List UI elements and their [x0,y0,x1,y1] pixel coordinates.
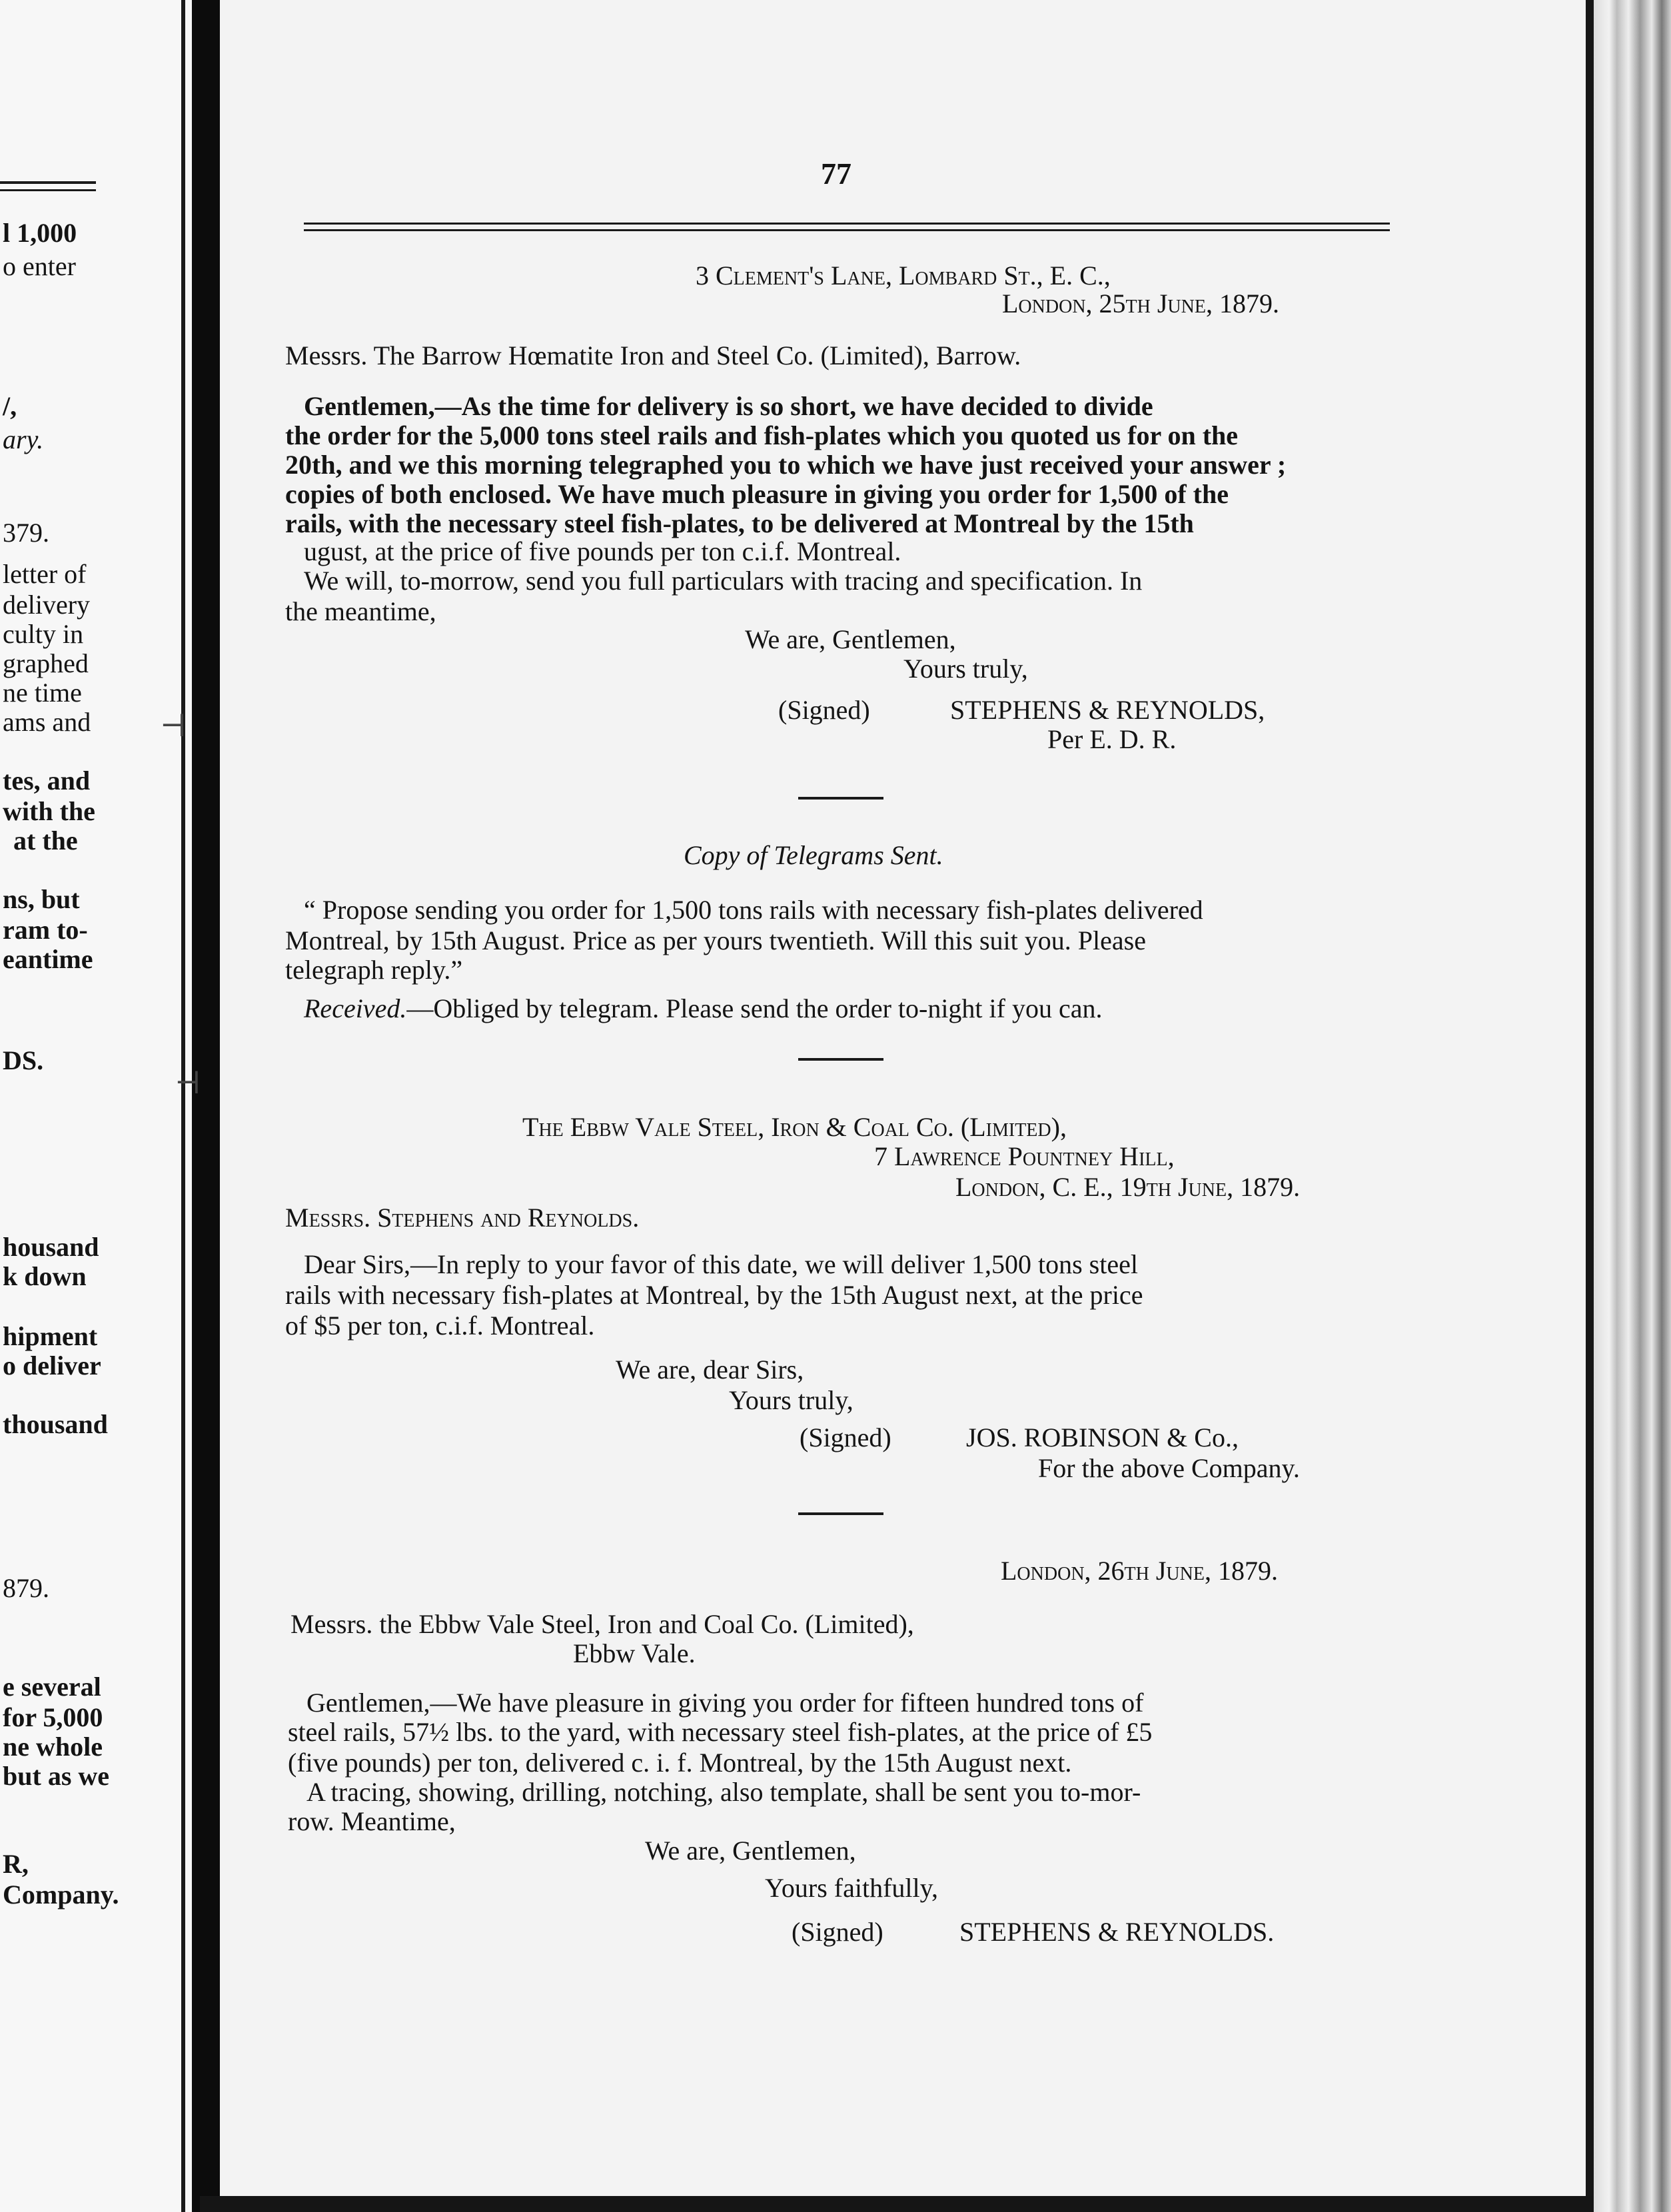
telegram-line: “ Propose sending you order for 1,500 tons rails with necessary fish-plates delivered [304,895,1203,925]
facing-line: ne time [3,678,82,708]
facing-line: tes, and [3,766,91,796]
letter1-per: Per E. D. R. [1047,724,1177,754]
facing-line: 879. [3,1573,49,1603]
letter3-recipient1: Messrs. the Ebbw Vale Steel, Iron and Coal Co. (Limited), [290,1609,914,1639]
letter1-body-line: We will, to-morrow, send you full particulars with tracing and specification. In [304,566,1143,596]
facing-line: at the [13,826,78,855]
letter2-for: For the above Company. [1038,1453,1300,1483]
facing-line: hipment [3,1321,98,1351]
section-divider [798,1058,883,1061]
letter3-body-line: steel rails, 57½ lbs. to the yard, with necessary steel fish-plates, at the price of £5 [288,1717,1153,1747]
letter3-body-line: A tracing, showing, drilling, notching, also template, shall be sent you to-mor- [306,1777,1141,1807]
letter3-signed: (Signed) [792,1917,883,1947]
letter3-recipient2: Ebbw Vale. [573,1638,696,1668]
letter2-signature: JOS. ROBINSON & Co., [966,1422,1239,1452]
letter1-body-line: rails, with the necessary steel fish-plates, to be delivered at Montreal by the 15th [285,508,1194,538]
letter2-closing: We are, dear Sirs, [616,1355,804,1384]
facing-line: housand [3,1232,99,1262]
telegrams-heading: Copy of Telegrams Sent. [684,840,943,870]
letter2-company: The Ebbw Vale Steel, Iron & Coal Co. (Limited), [522,1112,1067,1142]
received-label: Received. [304,993,407,1023]
binding-mark: ⊣ [175,1066,201,1100]
facing-line: Company. [3,1880,119,1910]
letter2-date: London, C. E., 19th June, 1879. [955,1172,1301,1202]
received-text: —Obliged by telegram. Please send the order to-night if you can. [406,993,1103,1023]
facing-line: letter of [3,559,87,589]
header-rule-bottom [304,229,1390,231]
section-divider [798,797,883,800]
letter1-signed: (Signed) [778,695,870,725]
facing-line: culty in [3,619,84,649]
facing-line: k down [3,1261,87,1291]
facing-rule [0,181,96,184]
letter1-body-line: Gentlemen,—As the time for delivery is so short, we have decided to divide [304,391,1153,421]
facing-line: o deliver [3,1351,101,1381]
letter2-body-line: rails with necessary fish-plates at Montreal, by the 15th August next, at the price [285,1280,1143,1310]
facing-line: e several [3,1672,101,1702]
binding-mark: ⊣ [160,709,187,743]
telegram-received [304,995,1103,1022]
letter1-date: London, 25th June, 1879. [1002,288,1279,318]
letter3-body-line: (five pounds) per ton, delivered c. i. f. Montreal, by the 15th August next. [288,1748,1072,1778]
letter3-body-line: Gentlemen,—We have pleasure in giving you order for fifteen hundred tons of [306,1688,1144,1718]
letter3-signature: STEPHENS & REYNOLDS. [959,1917,1275,1947]
letter1-closing2: Yours truly, [903,654,1028,684]
letter2-closing2: Yours truly, [729,1385,853,1415]
book-gutter [192,0,220,2212]
letter2-signed: (Signed) [800,1422,891,1452]
facing-line: delivery [3,590,91,620]
gutter-line [181,0,185,2212]
facing-line: ns, but [3,884,80,914]
letter1-signature: STEPHENS & REYNOLDS, [950,695,1265,725]
facing-line: 379. [3,518,49,548]
letter1-body-line: ugust, at the price of five pounds per ton c.i.f. Montreal. [304,536,901,566]
telegram-line: telegraph reply.” [285,955,463,985]
letter2-body-line: Dear Sirs,—In reply to your favor of this date, we will deliver 1,500 tons steel [304,1249,1138,1279]
facing-line: o enter [3,251,76,281]
telegram-line: Montreal, by 15th August. Price as per yours twentieth. Will this suit you. Please [285,925,1146,955]
facing-line: graphed [3,648,89,678]
facing-line: with the [3,796,95,826]
facing-line: for 5,000 [3,1702,103,1732]
facing-line: ram to- [3,915,88,945]
header-rule-top [304,223,1390,225]
facing-line: /, [3,391,17,421]
page-edge-shadow [1586,0,1594,2212]
letter3-body-line: row. Meantime, [288,1806,456,1836]
letter2-body-line: of $5 per ton, c.i.f. Montreal. [285,1311,595,1341]
facing-line: l 1,000 [3,218,77,248]
letter1-body-line: the order for the 5,000 tons steel rails and fish-plates which you quoted us for on the [285,420,1239,450]
facing-line: but as we [3,1761,110,1791]
letter1-body-line: the meantime, [285,596,436,626]
facing-line: thousand [3,1409,108,1439]
section-divider [798,1512,883,1515]
facing-rule-2 [0,189,96,191]
bottom-shadow [200,2196,1592,2212]
facing-line: ne whole [3,1732,103,1762]
page-stack-edge [1594,0,1671,2212]
facing-line: R, [3,1849,29,1879]
facing-line: ams and [3,707,91,737]
letter3-date: London, 26th June, 1879. [1001,1556,1278,1586]
letter1-closing: We are, Gentlemen, [745,624,956,654]
letter3-closing2: Yours faithfully, [765,1873,939,1903]
letter1-body-line: copies of both enclosed. We have much pleasure in giving you order for 1,500 of the [285,479,1229,509]
facing-line: DS. [3,1045,44,1075]
letter1-body-line: 20th, and we this morning telegraphed you to which we have just received your answer ; [285,450,1287,480]
letter2-recipient: Messrs. Stephens and Reynolds. [285,1203,640,1233]
page-number: 77 [821,157,851,191]
letter3-closing: We are, Gentlemen, [645,1836,856,1866]
facing-line: ary. [3,424,44,454]
letter1-address: 3 Clement's Lane, Lombard St., E. C., [696,261,1111,290]
letter1-recipient: Messrs. The Barrow Hœmatite Iron and Steel Co. (Limited), Barrow. [285,340,1021,370]
facing-line: eantime [3,944,93,974]
letter2-address: 7 Lawrence Pountney Hill, [874,1141,1175,1171]
